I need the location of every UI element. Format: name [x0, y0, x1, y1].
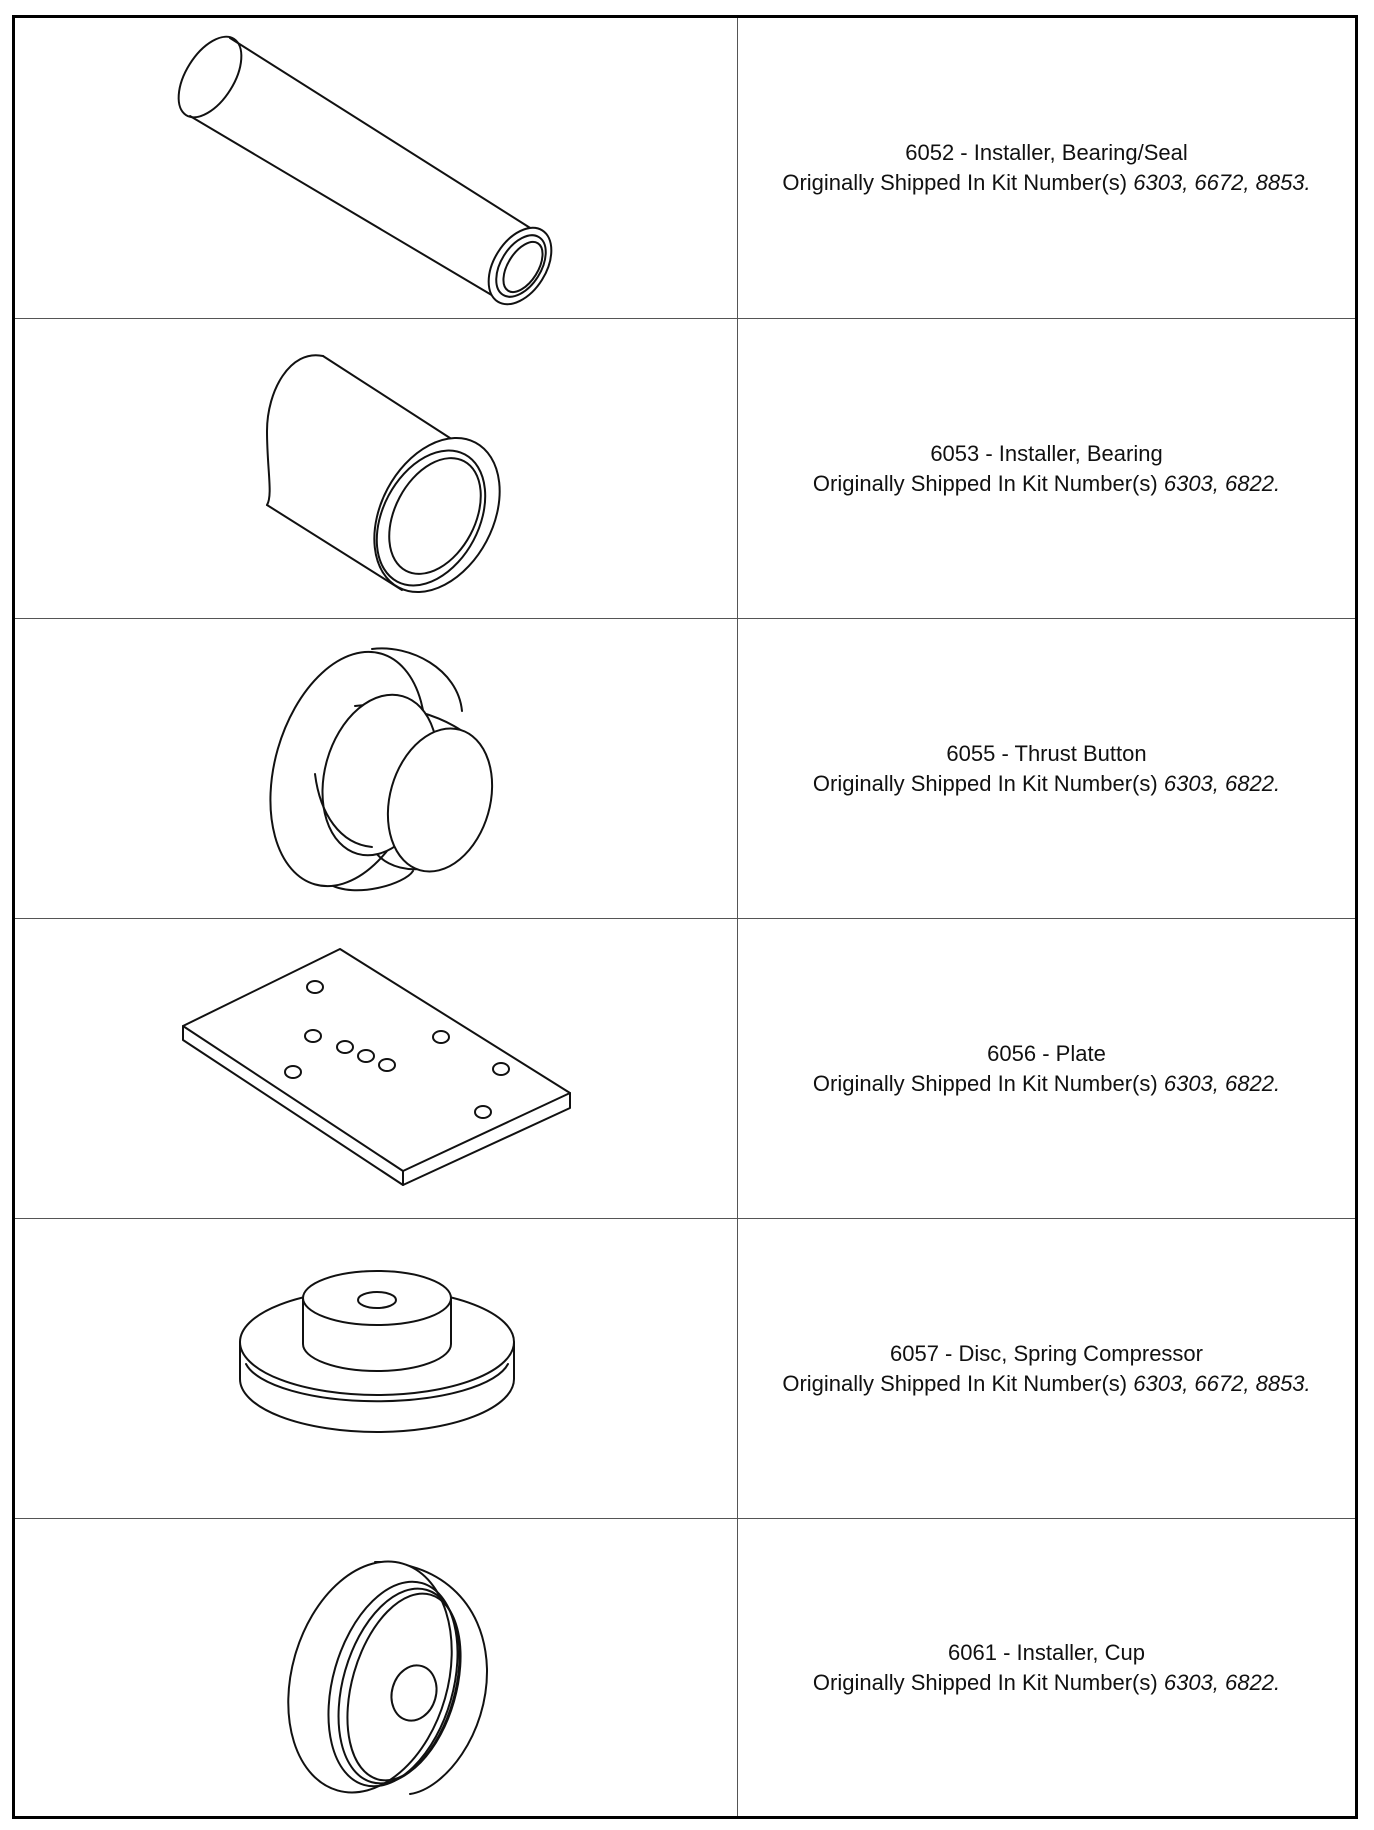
tool-title: 6057 - Disc, Spring Compressor — [889, 1340, 1203, 1366]
tool-catalog-table — [12, 15, 1358, 1819]
image-cell — [15, 319, 738, 618]
image-cell — [15, 1219, 738, 1518]
table-row — [15, 18, 1355, 318]
kit-numbers-label: Originally Shipped In Kit Number(s) — [812, 1070, 1158, 1096]
tool-title: 6055 - Thrust Button — [946, 740, 1147, 766]
kit-numbers-value: 6303, 6822. — [1163, 1669, 1281, 1695]
tool-title: 6061 - Installer, Cup — [948, 1639, 1145, 1665]
kit-numbers-value: 6303, 6672, 8853. — [1133, 1370, 1311, 1396]
kit-numbers-label: Originally Shipped In Kit Number(s) — [782, 1370, 1128, 1396]
kit-numbers-line — [782, 168, 1310, 198]
table-row — [15, 1218, 1355, 1518]
kit-numbers-value: 6303, 6822. — [1163, 770, 1281, 796]
description-cell — [738, 1519, 1355, 1816]
kit-numbers-label: Originally Shipped In Kit Number(s) — [812, 470, 1158, 496]
table-row — [15, 618, 1355, 918]
description-cell — [738, 18, 1355, 318]
cup-installer-icon — [15, 1519, 738, 1819]
image-cell — [15, 1519, 738, 1816]
image-cell — [15, 18, 738, 318]
tool-title: 6053 - Installer, Bearing — [930, 440, 1163, 466]
kit-numbers-line — [813, 469, 1280, 499]
description-cell — [738, 619, 1355, 918]
tube-installer-icon — [15, 18, 738, 318]
table-row — [15, 1518, 1355, 1816]
kit-numbers-label: Originally Shipped In Kit Number(s) — [812, 1669, 1158, 1695]
thrust-button-icon — [15, 619, 738, 919]
kit-numbers-line — [813, 1668, 1280, 1698]
description-cell — [738, 319, 1355, 618]
bearing-installer-icon — [15, 319, 738, 619]
spring-compressor-disc-icon — [15, 1219, 738, 1519]
kit-numbers-label: Originally Shipped In Kit Number(s) — [812, 770, 1158, 796]
description-cell — [738, 1219, 1355, 1518]
kit-numbers-value: 6303, 6672, 8853. — [1133, 170, 1311, 195]
kit-numbers-line — [813, 769, 1280, 799]
tool-title: 6052 - Installer, Bearing/Seal — [905, 140, 1188, 165]
table-row — [15, 918, 1355, 1218]
kit-numbers-line — [782, 1369, 1310, 1399]
image-cell — [15, 619, 738, 918]
kit-numbers-value: 6303, 6822. — [1163, 1070, 1281, 1096]
kit-numbers-label: Originally Shipped In Kit Number(s) — [782, 170, 1128, 195]
kit-numbers-line — [813, 1069, 1280, 1099]
plate-icon — [15, 919, 738, 1219]
table-row — [15, 318, 1355, 618]
tool-title: 6056 - Plate — [987, 1040, 1106, 1066]
description-cell — [738, 919, 1355, 1218]
kit-numbers-value: 6303, 6822. — [1163, 470, 1281, 496]
image-cell — [15, 919, 738, 1218]
